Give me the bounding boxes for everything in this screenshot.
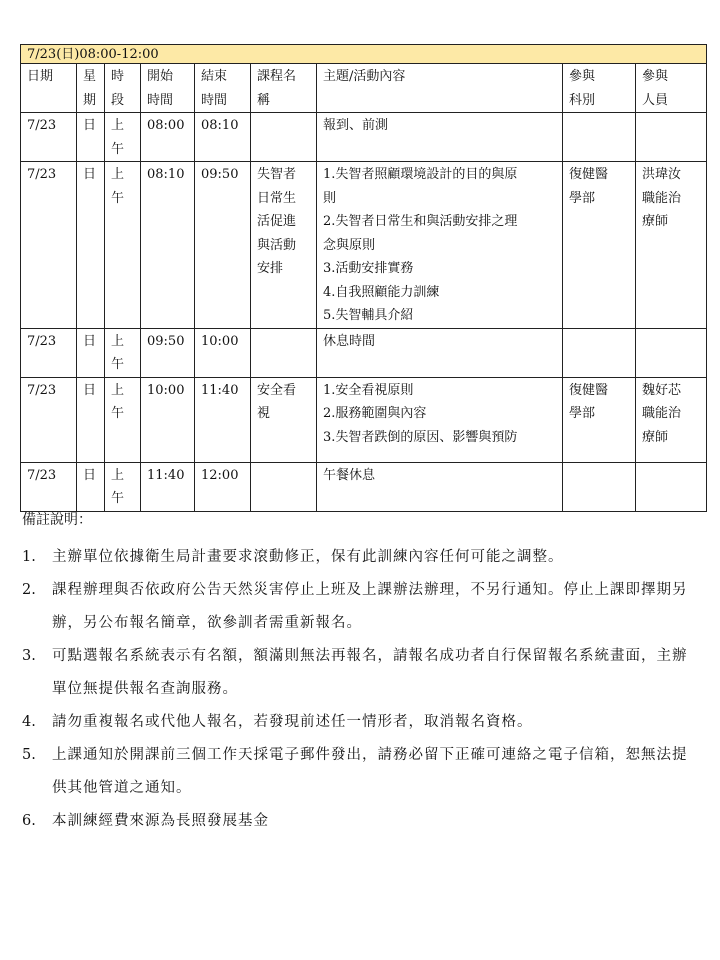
table-row [21, 162, 707, 329]
note-text: 本訓練經費來源為長照發展基金 [52, 813, 269, 829]
table-row [21, 462, 707, 511]
column-header-period: 時 段 [105, 64, 141, 113]
note-number: 3. [22, 648, 36, 664]
cell-date: 7/23 [21, 328, 77, 377]
notes-title: 備註說明： [22, 512, 92, 528]
cell-staff [636, 328, 707, 377]
cell-content: 1.失智者照顧環境設計的目的與原 則 2.失智者日常生和與活動安排之理 念與原則 3.活動安排實務 4.自我照顧能力訓練 5.失智輔具介紹 [317, 162, 563, 329]
note-text: 課程辦理與否依政府公告天然災害停止上班及上課辦法辦理，不另行通知。停止上課即擇期另辦，另公布報名簡章，欲參訓者需重新報名。 [52, 582, 688, 631]
column-header-weekday: 星 期 [77, 64, 105, 113]
note-item [22, 706, 702, 739]
cell-department [563, 113, 636, 162]
cell-date: 7/23 [21, 462, 77, 511]
cell-staff: 魏好芯 職能治 療師 [636, 377, 707, 462]
cell-start: 09:50 [141, 328, 195, 377]
note-number: 6. [22, 813, 36, 829]
cell-end: 11:40 [195, 377, 251, 462]
cell-course [251, 462, 317, 511]
cell-period: 上 午 [105, 462, 141, 511]
column-header-end: 結束 時間 [195, 64, 251, 113]
note-text: 可點選報名系統表示有名額，額滿則無法再報名，請報名成功者自行保留報名系統畫面，主辦單位無提供報名查詢服務。 [52, 648, 688, 697]
date-header-row [21, 45, 707, 64]
cell-department [563, 462, 636, 511]
cell-date: 7/23 [21, 377, 77, 462]
cell-content: 休息時間 [317, 328, 563, 377]
notes-list [22, 541, 702, 838]
column-header-department: 參與 科別 [563, 64, 636, 113]
date-header: 7/23(日)08:00-12:00 [21, 45, 707, 64]
cell-period: 上 午 [105, 162, 141, 329]
column-header-staff: 參與 人員 [636, 64, 707, 113]
column-header-start: 開始 時間 [141, 64, 195, 113]
cell-weekday: 日 [77, 162, 105, 329]
cell-staff [636, 113, 707, 162]
column-header-course: 課程名 稱 [251, 64, 317, 113]
note-number: 4. [22, 714, 36, 730]
cell-weekday: 日 [77, 113, 105, 162]
cell-start: 10:00 [141, 377, 195, 462]
cell-department: 復健醫 學部 [563, 377, 636, 462]
note-text: 主辦單位依據衛生局計畫要求滾動修正，保有此訓練內容任何可能之調整。 [52, 549, 564, 565]
cell-course: 失智者 日常生 活促進 與活動 安排 [251, 162, 317, 329]
cell-start: 11:40 [141, 462, 195, 511]
cell-end: 12:00 [195, 462, 251, 511]
cell-staff [636, 462, 707, 511]
cell-date: 7/23 [21, 113, 77, 162]
note-item [22, 805, 702, 838]
cell-course [251, 328, 317, 377]
cell-end: 08:10 [195, 113, 251, 162]
cell-period: 上 午 [105, 377, 141, 462]
cell-weekday: 日 [77, 462, 105, 511]
note-item [22, 574, 702, 640]
table-row [21, 328, 707, 377]
note-item [22, 640, 702, 706]
cell-weekday: 日 [77, 328, 105, 377]
cell-period: 上 午 [105, 328, 141, 377]
cell-content: 1.安全看視原則 2.服務範圍與內容 3.失智者跌倒的原因、影響與預防 [317, 377, 563, 462]
table-row [21, 113, 707, 162]
column-header-row [21, 64, 707, 113]
cell-date: 7/23 [21, 162, 77, 329]
note-text: 請勿重複報名或代他人報名，若發現前述任一情形者，取消報名資格。 [52, 714, 533, 730]
cell-department: 復健醫 學部 [563, 162, 636, 329]
note-item [22, 739, 702, 805]
schedule-table [20, 44, 707, 512]
cell-content: 午餐休息 [317, 462, 563, 511]
column-header-date: 日期 [21, 64, 77, 113]
cell-content: 報到、前測 [317, 113, 563, 162]
cell-course [251, 113, 317, 162]
cell-end: 10:00 [195, 328, 251, 377]
note-item [22, 541, 702, 574]
cell-course: 安全看 視 [251, 377, 317, 462]
table-row [21, 377, 707, 462]
cell-start: 08:00 [141, 113, 195, 162]
note-number: 5. [22, 747, 36, 763]
note-number: 1. [22, 549, 36, 565]
cell-start: 08:10 [141, 162, 195, 329]
cell-end: 09:50 [195, 162, 251, 329]
column-header-content: 主題/活動內容 [317, 64, 563, 113]
cell-weekday: 日 [77, 377, 105, 462]
note-number: 2. [22, 582, 36, 598]
cell-department [563, 328, 636, 377]
cell-staff: 洪瑋汝 職能治 療師 [636, 162, 707, 329]
note-text: 上課通知於開課前三個工作天採電子郵件發出，請務必留下正確可連絡之電子信箱，恕無法提供其他管道之通知。 [52, 747, 688, 796]
cell-period: 上 午 [105, 113, 141, 162]
